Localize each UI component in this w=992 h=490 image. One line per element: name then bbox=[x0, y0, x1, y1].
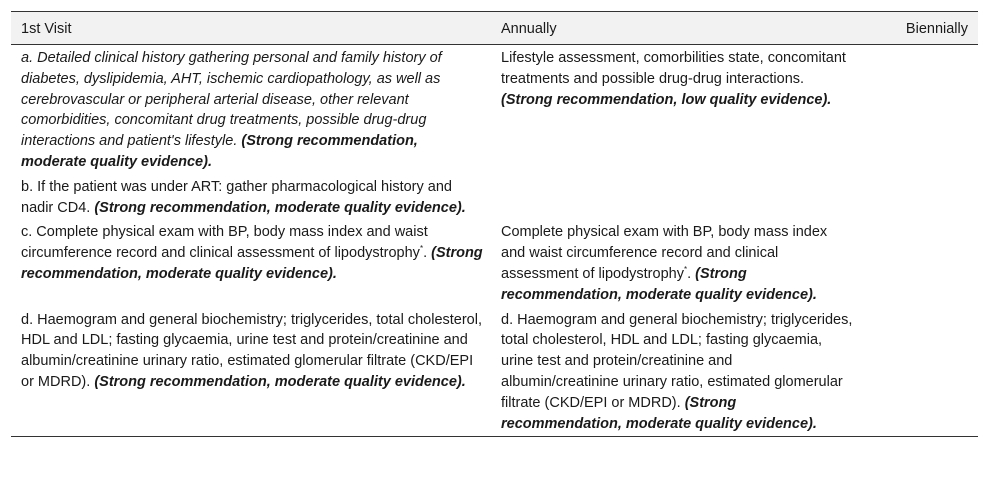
table-header bbox=[11, 12, 978, 45]
cell-text: Lifestyle assessment, comorbilities state, concomitant treatments and possible drug-drug interactions. bbox=[501, 50, 846, 87]
cell-biennially bbox=[861, 45, 978, 175]
cell-first-visit bbox=[11, 308, 491, 437]
cell-recommendation: (Strong recommendation, moderate quality evidence). bbox=[94, 373, 466, 390]
table-row bbox=[11, 175, 978, 221]
cell-biennially bbox=[861, 308, 978, 437]
header-first-visit: 1st Visit bbox=[21, 20, 72, 37]
cell-recommendation: (Strong recommendation, moderate quality evidence). bbox=[21, 245, 483, 282]
cell-punctuation: . bbox=[687, 265, 692, 282]
cell-first-visit bbox=[11, 45, 491, 175]
cell-recommendation: (Strong recommendation, moderate quality evidence). bbox=[21, 133, 418, 170]
cell-recommendation: (Strong recommendation, moderate quality evidence). bbox=[94, 199, 466, 216]
footnote-marker: * bbox=[683, 265, 688, 275]
header-annually: Annually bbox=[501, 20, 557, 37]
cell-annually bbox=[491, 175, 861, 221]
cell-recommendation: (Strong recommendation, moderate quality evidence). bbox=[501, 394, 817, 432]
cell-text: d. Haemogram and general biochemistry; triglycerides, total cholesterol, HDL and LDL; fasting glycaemia, urine test and protein/creatinine and albumin/creatinine urinary ratio, estimated glomerular filtrate (CKD/EPI or MDRD). bbox=[501, 311, 853, 411]
header-row bbox=[11, 12, 978, 45]
cell-recommendation: (Strong recommendation, low quality evidence). bbox=[501, 91, 832, 108]
header-biennially: Biennially bbox=[905, 20, 968, 37]
table-row bbox=[11, 220, 978, 307]
cell-text: Complete physical exam with BP, body mass index and waist circumference record and clinical assessment of lipodystrophy bbox=[501, 224, 828, 282]
cell-biennially bbox=[861, 220, 978, 307]
cell-text: c. Complete physical exam with BP, body mass index and waist circumference record and clinical assessment of lipodystrophy bbox=[21, 224, 428, 262]
table-body bbox=[11, 45, 978, 437]
footnote-marker: * bbox=[419, 244, 424, 254]
cell-punctuation: . bbox=[423, 245, 428, 262]
cell-biennially bbox=[861, 175, 978, 221]
recommendations-table-container bbox=[11, 11, 978, 437]
table-row bbox=[11, 308, 978, 437]
table-row bbox=[11, 45, 978, 175]
cell-text: a. Detailed clinical history gathering personal and family history of diabetes, dyslipidemia, AHT, ischemic cardiopathology, as well as cerebrovascular or peripheral arterial disease, other relevant comorbidities, concomitant drug treatments, possible drug-drug interactions and patient's lifestyle. bbox=[21, 50, 442, 150]
cell-annually bbox=[491, 45, 861, 175]
cell-annually bbox=[491, 308, 861, 437]
cell-text: b. If the patient was under ART: gather pharmacological history and nadir CD4. bbox=[21, 178, 452, 216]
cell-text: d. Haemogram and general biochemistry; triglycerides, total cholesterol, HDL and LDL; fasting glycaemia, urine test and protein/creatinine and albumin/creatinine urinary ratio, estimated glomerular filtrate (CKD/EPI or MDRD). bbox=[21, 311, 482, 390]
recommendations-table bbox=[11, 11, 978, 437]
cell-recommendation: (Strong recommendation, moderate quality evidence). bbox=[501, 265, 817, 303]
cell-first-visit bbox=[11, 220, 491, 307]
cell-first-visit bbox=[11, 175, 491, 221]
cell-annually bbox=[491, 220, 861, 307]
